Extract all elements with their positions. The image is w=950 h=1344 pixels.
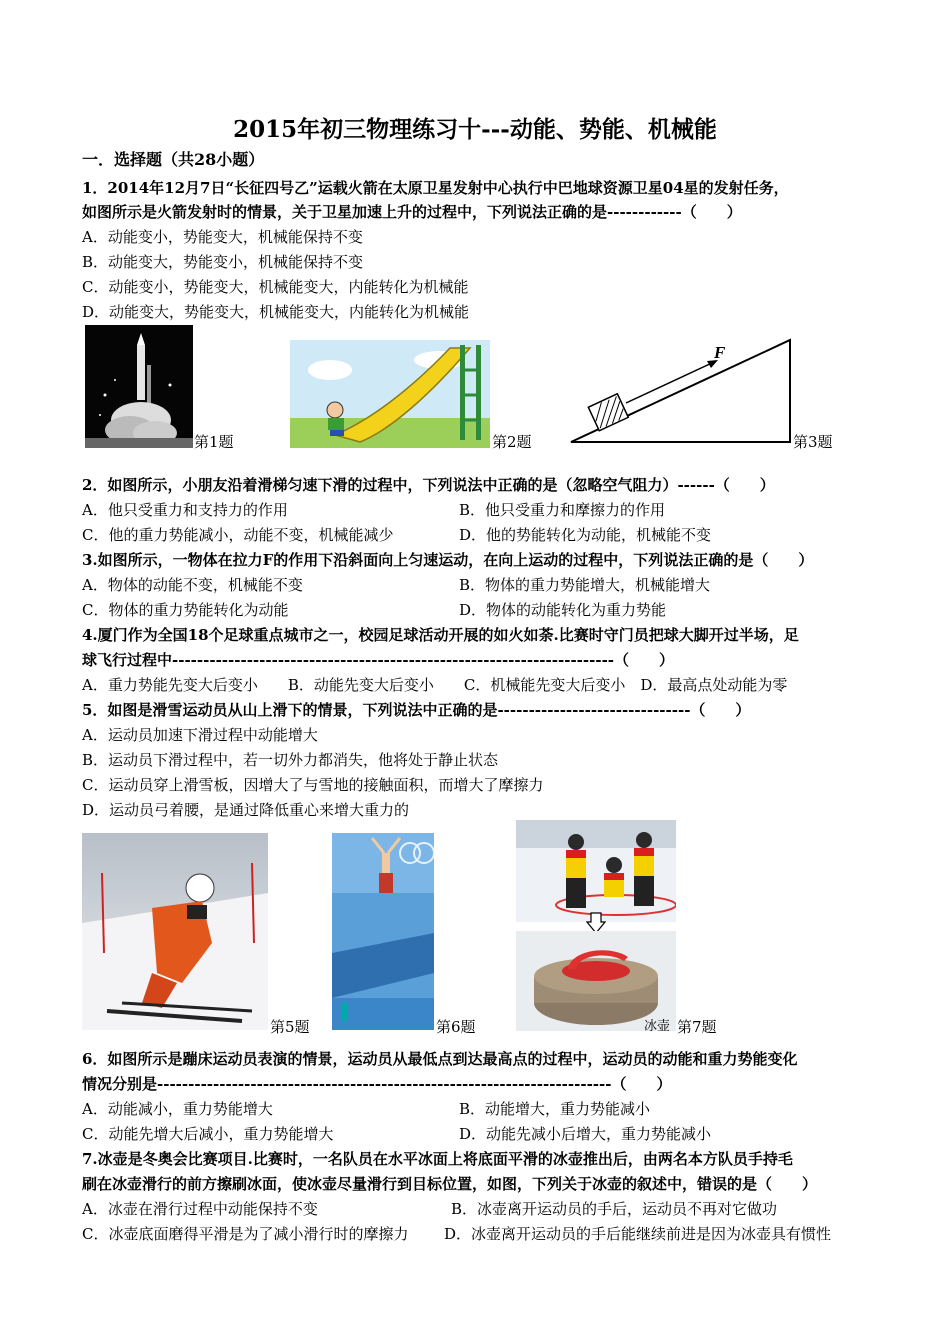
q6-option-b: B．动能增大，重力势能减小	[459, 1100, 651, 1118]
q4-options: A．重力势能先变大后变小 B．动能先变大后变小 C．机械能先变大后变小 D．最高点处动能为零	[82, 676, 788, 694]
q4-stem-line1: 4.厦门作为全国18个足球重点城市之一，校园足球活动开展的如火如荼.比赛时守门员把球大脚开过半场，足	[82, 626, 799, 644]
q5-option-a: A．运动员加速下滑过程中动能增大	[82, 726, 318, 744]
q5-option-d: D．运动员弓着腰，是通过降低重心来增大重力的	[82, 801, 410, 819]
q2-stem: 2．如图所示，小朋友沿着滑梯匀速下滑的过程中，下列说法中正确的是（忽略空气阻力）------（ ）	[82, 476, 775, 494]
q1-option-a: A．动能变小，势能变大，机械能保持不变	[82, 228, 363, 246]
q4-stem-line2: 球飞行过程中-----------------------------------------------------------------------（ ）	[82, 651, 675, 669]
q2-option-b: B．他只受重力和摩擦力的作用	[459, 501, 666, 519]
curling-team-photo	[516, 820, 676, 922]
figure-7-caption: 第7题	[677, 1018, 717, 1036]
q7-option-c: C．冰壶底面磨得平滑是为了减小滑行时的摩擦力	[82, 1225, 409, 1243]
figure-6-caption: 第6题	[436, 1018, 476, 1036]
q6-stem-line2: 情况分别是-------------------------------------------------------------------------（ ）	[82, 1075, 672, 1093]
figure-5-caption: 第5题	[270, 1018, 310, 1036]
q1-stem-line2: 如图所示是火箭发射时的情景，关于卫星加速上升的过程中，下列说法正确的是------------（ ）	[82, 203, 742, 221]
q7-option-b: B．冰壶离开运动员的手后，运动员不再对它做功	[451, 1200, 778, 1218]
q7-stem-line2: 刷在冰壶滑行的前方擦刷冰面，使冰壶尽量滑行到目标位置，如图，下列关于冰壶的叙述中，错误的是（ ）	[82, 1175, 818, 1193]
q6-option-a: A．动能减小，重力势能增大	[82, 1100, 273, 1118]
q7-stem-line1: 7.冰壶是冬奥会比赛项目.比赛时，一名队员在水平冰面上将底面平滑的冰壶推出后，由两名本方队员手持毛	[82, 1150, 793, 1168]
q7-option-a: A．冰壶在滑行过程中动能保持不变	[82, 1200, 318, 1218]
q3-option-c: C．物体的重力势能转化为动能	[82, 601, 289, 619]
rocket-launch-photo	[85, 325, 193, 448]
q2-option-d: D．他的势能转化为动能，机械能不变	[459, 526, 712, 544]
q1-option-c: C．动能变小，势能变大，机械能变大，内能转化为机械能	[82, 278, 469, 296]
figure-3-caption: 第3题	[793, 433, 833, 451]
q5-option-b: B．运动员下滑过程中，若一切外力都消失，他将处于静止状态	[82, 751, 499, 769]
curling-stone-photo	[516, 931, 676, 1031]
trampoline-photo	[332, 833, 434, 1030]
q3-option-b: B．物体的重力势能增大，机械能增大	[459, 576, 711, 594]
q5-stem: 5．如图是滑雪运动员从山上滑下的情景，下列说法中正确的是-------------------------------（ ）	[82, 701, 751, 719]
skier-photo	[82, 833, 268, 1030]
slide-cartoon	[290, 340, 490, 448]
q5-option-c: C．运动员穿上滑雪板，因增大了与雪地的接触面积，而增大了摩擦力	[82, 776, 544, 794]
figure-2-caption: 第2题	[492, 433, 532, 451]
q7-option-d: D．冰壶离开运动员的手后能继续前进是因为冰壶具有惯性	[444, 1225, 832, 1243]
figure-1-caption: 第1题	[194, 433, 234, 451]
q3-option-d: D．物体的动能转化为重力势能	[459, 601, 667, 619]
q6-stem-line1: 6．如图所示是蹦床运动员表演的情景，运动员从最低点到达最高点的过程中，运动员的动能和重力势能变化	[82, 1050, 798, 1068]
page-title: 2015年初三物理练习十---动能、势能、机械能	[233, 116, 717, 143]
q6-option-c: C．动能先增大后减小，重力势能增大	[82, 1125, 334, 1143]
q6-option-d: D．动能先减小后增大，重力势能减小	[459, 1125, 712, 1143]
force-label: F	[714, 343, 726, 362]
q3-stem: 3.如图所示，一物体在拉力F的作用下沿斜面向上匀速运动，在向上运动的过程中，下列说法正确的是（ ）	[82, 551, 814, 569]
curling-stone-label: 冰壶	[644, 1019, 671, 1031]
section-heading: 一．选择题（共28小题）	[82, 150, 265, 169]
q1-option-b: B．动能变大，势能变小，机械能保持不变	[82, 253, 364, 271]
incline-diagram	[568, 330, 793, 445]
q3-option-a: A．物体的动能不变，机械能不变	[82, 576, 303, 594]
q1-stem-line1: 1．2014年12月7日“长征四号乙”运载火箭在太原卫星发射中心执行中巴地球资源卫星04星的发射任务，	[82, 179, 789, 197]
q1-option-d: D．动能变大，势能变大，机械能变大，内能转化为机械能	[82, 303, 470, 321]
q2-option-c: C．他的重力势能减小，动能不变，机械能减少	[82, 526, 394, 544]
q2-option-a: A．他只受重力和支持力的作用	[82, 501, 288, 519]
